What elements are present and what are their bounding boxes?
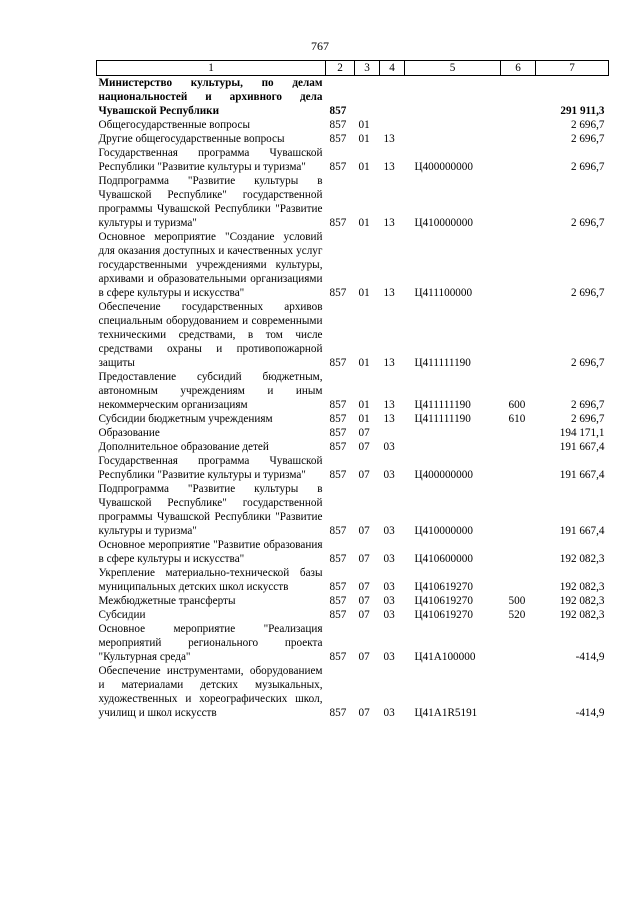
row-target-article: Ц410000000: [414, 525, 473, 537]
row-amount: 2 696,7: [570, 119, 605, 131]
row-ministry-code: 857: [329, 287, 347, 299]
row-target-article: Ц400000000: [414, 469, 473, 481]
row-section-code: 07: [358, 651, 370, 663]
row-expense-type: [501, 566, 536, 594]
row-name: Укрепление материально-технической базы муниципальных детских школ искусств: [98, 567, 323, 593]
table-row: [97, 300, 609, 370]
table-row: [97, 440, 609, 454]
row-ministry-code: 857: [329, 105, 347, 117]
row-expense-type: [501, 230, 536, 300]
row-subsection-code: 03: [383, 707, 395, 719]
row-ministry-code: 857: [329, 119, 347, 131]
table-row: [97, 230, 609, 300]
row-expense-type: [501, 300, 536, 370]
row-ministry-code: 857: [329, 609, 347, 621]
row-amount: 2 696,7: [570, 161, 605, 173]
row-name: Общегосударственные вопросы: [98, 119, 251, 131]
row-subsection-code: 03: [383, 441, 395, 453]
row-expense-type: [501, 664, 536, 720]
table-row: [97, 370, 609, 412]
table-body: [97, 76, 609, 721]
row-amount: 2 696,7: [570, 217, 605, 229]
row-target-article: [405, 426, 501, 440]
table-row: [97, 608, 609, 622]
row-name: Подпрограмма "Развитие культуры в Чувашской Республике" государственной программы Чувашской Республики "Развитие культуры и туризма": [98, 483, 323, 537]
row-expense-type: [501, 440, 536, 454]
row-subsection-code: 13: [383, 413, 395, 425]
row-amount: -414,9: [575, 707, 605, 719]
row-subsection-code: [380, 426, 405, 440]
row-target-article: Ц410000000: [414, 217, 473, 229]
row-target-article: [405, 118, 501, 132]
header-col-5: 5: [405, 61, 501, 76]
row-subsection-code: 13: [383, 287, 395, 299]
row-ministry-code: 857: [329, 427, 347, 439]
row-target-article: [405, 132, 501, 146]
header-col-4: 4: [380, 61, 405, 76]
row-subsection-code: 13: [383, 399, 395, 411]
row-subsection-code: 13: [383, 161, 395, 173]
row-subsection-code: 03: [383, 609, 395, 621]
table-row: [97, 426, 609, 440]
row-target-article: Ц411111190: [414, 357, 471, 369]
row-amount: 194 171,1: [559, 427, 605, 439]
table-row: [97, 174, 609, 230]
table-row: [97, 132, 609, 146]
row-expense-type: 600: [508, 399, 526, 411]
row-name: Субсидии бюджетным учреждениям: [98, 413, 273, 425]
budget-table: [96, 60, 609, 720]
table-row: [97, 538, 609, 566]
header-col-3: 3: [355, 61, 380, 76]
row-name: Предоставление субсидий бюджетным, автономным учреждениям и иным некоммерческим организациям: [98, 371, 323, 411]
row-section-code: 07: [358, 581, 370, 593]
row-section-code: 07: [358, 595, 370, 607]
row-expense-type: [501, 622, 536, 664]
table-row: [97, 482, 609, 538]
row-amount: 2 696,7: [570, 399, 605, 411]
table-row: [97, 146, 609, 174]
row-section-code: 01: [358, 413, 370, 425]
header-col-1: 1: [97, 61, 326, 76]
row-target-article: Ц41А100000: [414, 651, 476, 663]
row-amount: 2 696,7: [570, 133, 605, 145]
row-name: Государственная программа Чувашской Республики "Развитие культуры и туризма": [98, 455, 323, 481]
row-expense-type: 610: [508, 413, 526, 425]
header-col-7: 7: [536, 61, 609, 76]
row-subsection-code: 13: [383, 133, 395, 145]
row-amount: 2 696,7: [570, 287, 605, 299]
table-row: [97, 566, 609, 594]
row-target-article: Ц400000000: [414, 161, 473, 173]
table-row: [97, 664, 609, 720]
row-target-article: Ц411100000: [414, 287, 473, 299]
row-ministry-code: 857: [329, 651, 347, 663]
row-amount: 191 667,4: [559, 525, 605, 537]
row-section-code: 07: [358, 469, 370, 481]
row-name: Дополнительное образование детей: [98, 441, 269, 453]
row-section-code: [355, 76, 380, 119]
row-expense-type: [501, 146, 536, 174]
row-name: Основное мероприятие "Реализация мероприятий регионального проекта "Культурная среда": [98, 623, 323, 663]
row-section-code: 07: [358, 427, 370, 439]
page-number: 767: [311, 39, 329, 53]
row-target-article: Ц410619270: [414, 595, 473, 607]
row-amount: -414,9: [575, 651, 605, 663]
row-ministry-code: 857: [329, 161, 347, 173]
row-subsection-code: 13: [383, 217, 395, 229]
row-expense-type: [501, 538, 536, 566]
row-name: Обеспечение государственных архивов специальным оборудованием и современными техническими средствами, в том числе средствами охраны и противопожарной защиты: [98, 301, 323, 369]
row-subsection-code: 13: [383, 357, 395, 369]
row-name: Образование: [98, 427, 160, 439]
row-expense-type: [501, 76, 536, 119]
row-target-article: Ц41А1R5191: [414, 707, 478, 719]
row-amount: 192 082,3: [559, 609, 605, 621]
header-col-2: 2: [326, 61, 355, 76]
row-ministry-code: 857: [329, 525, 347, 537]
row-subsection-code: 03: [383, 525, 395, 537]
row-subsection-code: 03: [383, 469, 395, 481]
row-amount: 192 082,3: [559, 595, 605, 607]
row-expense-type: 520: [508, 609, 526, 621]
row-name: Основное мероприятие "Создание условий для оказания доступных и качественных услуг государственными учреждениями культуры, архивами и образовательными организациями в сфере культуры и искусства": [98, 231, 323, 299]
row-ministry-code: 857: [329, 553, 347, 565]
row-section-code: 01: [358, 357, 370, 369]
row-expense-type: [501, 454, 536, 482]
row-ministry-code: 857: [329, 413, 347, 425]
row-section-code: 07: [358, 553, 370, 565]
row-section-code: 07: [358, 441, 370, 453]
row-amount: 2 696,7: [570, 413, 605, 425]
row-ministry-code: 857: [329, 357, 347, 369]
row-expense-type: [501, 132, 536, 146]
row-target-article: Ц410619270: [414, 581, 473, 593]
row-section-code: 01: [358, 119, 370, 131]
row-section-code: 01: [358, 399, 370, 411]
row-ministry-code: 857: [329, 707, 347, 719]
row-section-code: 07: [358, 525, 370, 537]
table-row: [97, 454, 609, 482]
row-ministry-code: 857: [329, 441, 347, 453]
row-ministry-code: 857: [329, 469, 347, 481]
row-expense-type: [501, 426, 536, 440]
row-name: Другие общегосударственные вопросы: [98, 133, 285, 145]
row-subsection-code: [380, 76, 405, 119]
table-row: [97, 412, 609, 426]
row-section-code: 07: [358, 707, 370, 719]
row-ministry-code: 857: [329, 581, 347, 593]
row-subsection-code: 03: [383, 581, 395, 593]
row-amount: 192 082,3: [559, 553, 605, 565]
row-target-article: Ц411111190: [414, 399, 471, 411]
row-subsection-code: [380, 118, 405, 132]
row-expense-type: 500: [508, 595, 526, 607]
row-name: Подпрограмма "Развитие культуры в Чувашской Республике" государственной программы Чувашской Республики "Развитие культуры и туризма": [98, 175, 323, 229]
row-target-article: [405, 440, 501, 454]
row-amount: 2 696,7: [570, 357, 605, 369]
header-col-6: 6: [501, 61, 536, 76]
row-ministry-code: 857: [329, 133, 347, 145]
row-subsection-code: 03: [383, 651, 395, 663]
row-expense-type: [501, 482, 536, 538]
header-row: [97, 61, 609, 76]
row-amount: 192 082,3: [559, 581, 605, 593]
row-target-article: Ц411111190: [414, 413, 471, 425]
table-row: [97, 622, 609, 664]
row-amount: 191 667,4: [559, 469, 605, 481]
row-expense-type: [501, 174, 536, 230]
row-ministry-code: 857: [329, 217, 347, 229]
row-section-code: 01: [358, 217, 370, 229]
table-row: [97, 594, 609, 608]
row-section-code: 01: [358, 161, 370, 173]
row-ministry-code: 857: [329, 595, 347, 607]
row-amount: 191 667,4: [559, 441, 605, 453]
table-row: [97, 76, 609, 119]
table-header: [97, 61, 609, 76]
row-expense-type: [501, 118, 536, 132]
row-amount: 291 911,3: [560, 105, 605, 117]
row-section-code: 07: [358, 609, 370, 621]
row-name: Государственная программа Чувашской Республики "Развитие культуры и туризма": [98, 147, 323, 173]
table-row: [97, 118, 609, 132]
row-name: Субсидии: [98, 609, 146, 621]
row-subsection-code: 03: [383, 595, 395, 607]
row-name: Обеспечение инструментами, оборудованием и материалами детских музыкальных, художественных и хореографических школ, училищ и школ искусств: [98, 665, 323, 719]
row-section-code: 01: [358, 287, 370, 299]
row-target-article: Ц410619270: [414, 609, 473, 621]
row-name: Межбюджетные трансферты: [98, 595, 236, 607]
row-target-article: [405, 76, 501, 119]
row-subsection-code: 03: [383, 553, 395, 565]
row-ministry-code: 857: [329, 399, 347, 411]
row-section-code: 01: [358, 133, 370, 145]
row-name: Министерство культуры, по делам национальностей и архивного дела Чувашской Республики: [98, 77, 323, 117]
row-name: Основное мероприятие "Развитие образования в сфере культуры и искусства": [98, 539, 323, 565]
row-target-article: Ц410600000: [414, 553, 473, 565]
